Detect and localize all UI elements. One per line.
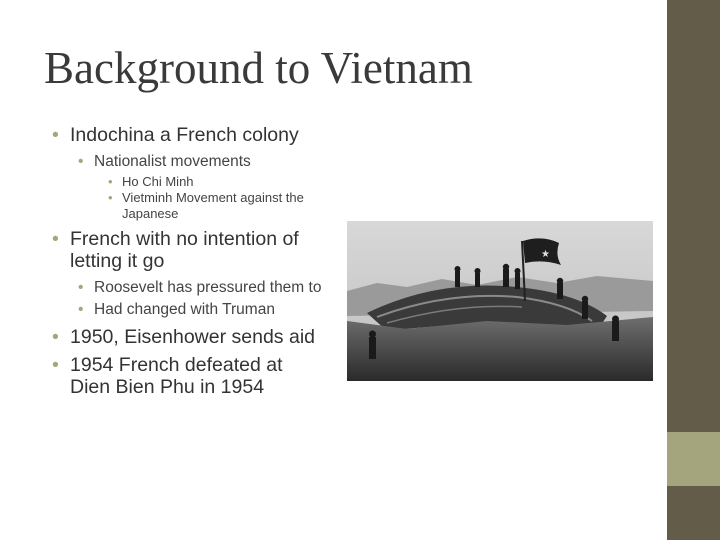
bullet-list — [52, 124, 322, 398]
dien-bien-phu-photo — [347, 221, 653, 381]
photo-flag-star: ★ — [541, 249, 550, 260]
photo-soldier-5 — [557, 283, 563, 299]
photo-soldier-7-head — [612, 316, 619, 323]
photo-soldier-8-head — [369, 331, 376, 338]
photo-soldier-2 — [475, 273, 480, 287]
bullet-eisenhower: • 1950, Eisenhower sends aid — [52, 326, 322, 348]
photo-soldier-1 — [455, 271, 460, 287]
photo-soldier-5-head — [557, 278, 563, 284]
sidebar-bar — [667, 0, 720, 540]
slide-title: Background to Vietnam — [44, 43, 473, 93]
photo-soldier-1-head — [455, 266, 461, 272]
photo-soldier-8 — [369, 337, 376, 359]
bullet-nationalist-movements: • Nationalist movements — [52, 152, 322, 172]
photo-soldier-6-head — [582, 296, 588, 302]
photo-soldier-3-head — [503, 264, 509, 270]
photo-soldier-4-head — [515, 268, 521, 274]
sidebar-accent-block — [667, 432, 720, 486]
photo-soldier-4 — [515, 273, 520, 289]
slide-body — [52, 124, 322, 404]
photo-soldier-6 — [582, 301, 588, 319]
photo-soldier-3 — [503, 269, 509, 287]
bullet-roosevelt: • Roosevelt has pressured them to — [52, 278, 322, 298]
bullet-indochina: • Indochina a French colony — [52, 124, 322, 146]
photo-soldier-7 — [612, 321, 619, 341]
bullet-truman: • Had changed with Truman — [52, 300, 322, 320]
bullet-ho-chi-minh: • Ho Chi Minh — [52, 174, 322, 190]
bullet-vietminh-movement: • Vietminh Movement against the Japanese — [52, 190, 322, 222]
bullet-french-no-intention: • French with no intention of letting it go — [52, 228, 322, 272]
photo-soldier-2-head — [475, 268, 481, 274]
bullet-dien-bien-phu: • 1954 French defeated at Dien Bien Phu in 1954 — [52, 354, 322, 398]
